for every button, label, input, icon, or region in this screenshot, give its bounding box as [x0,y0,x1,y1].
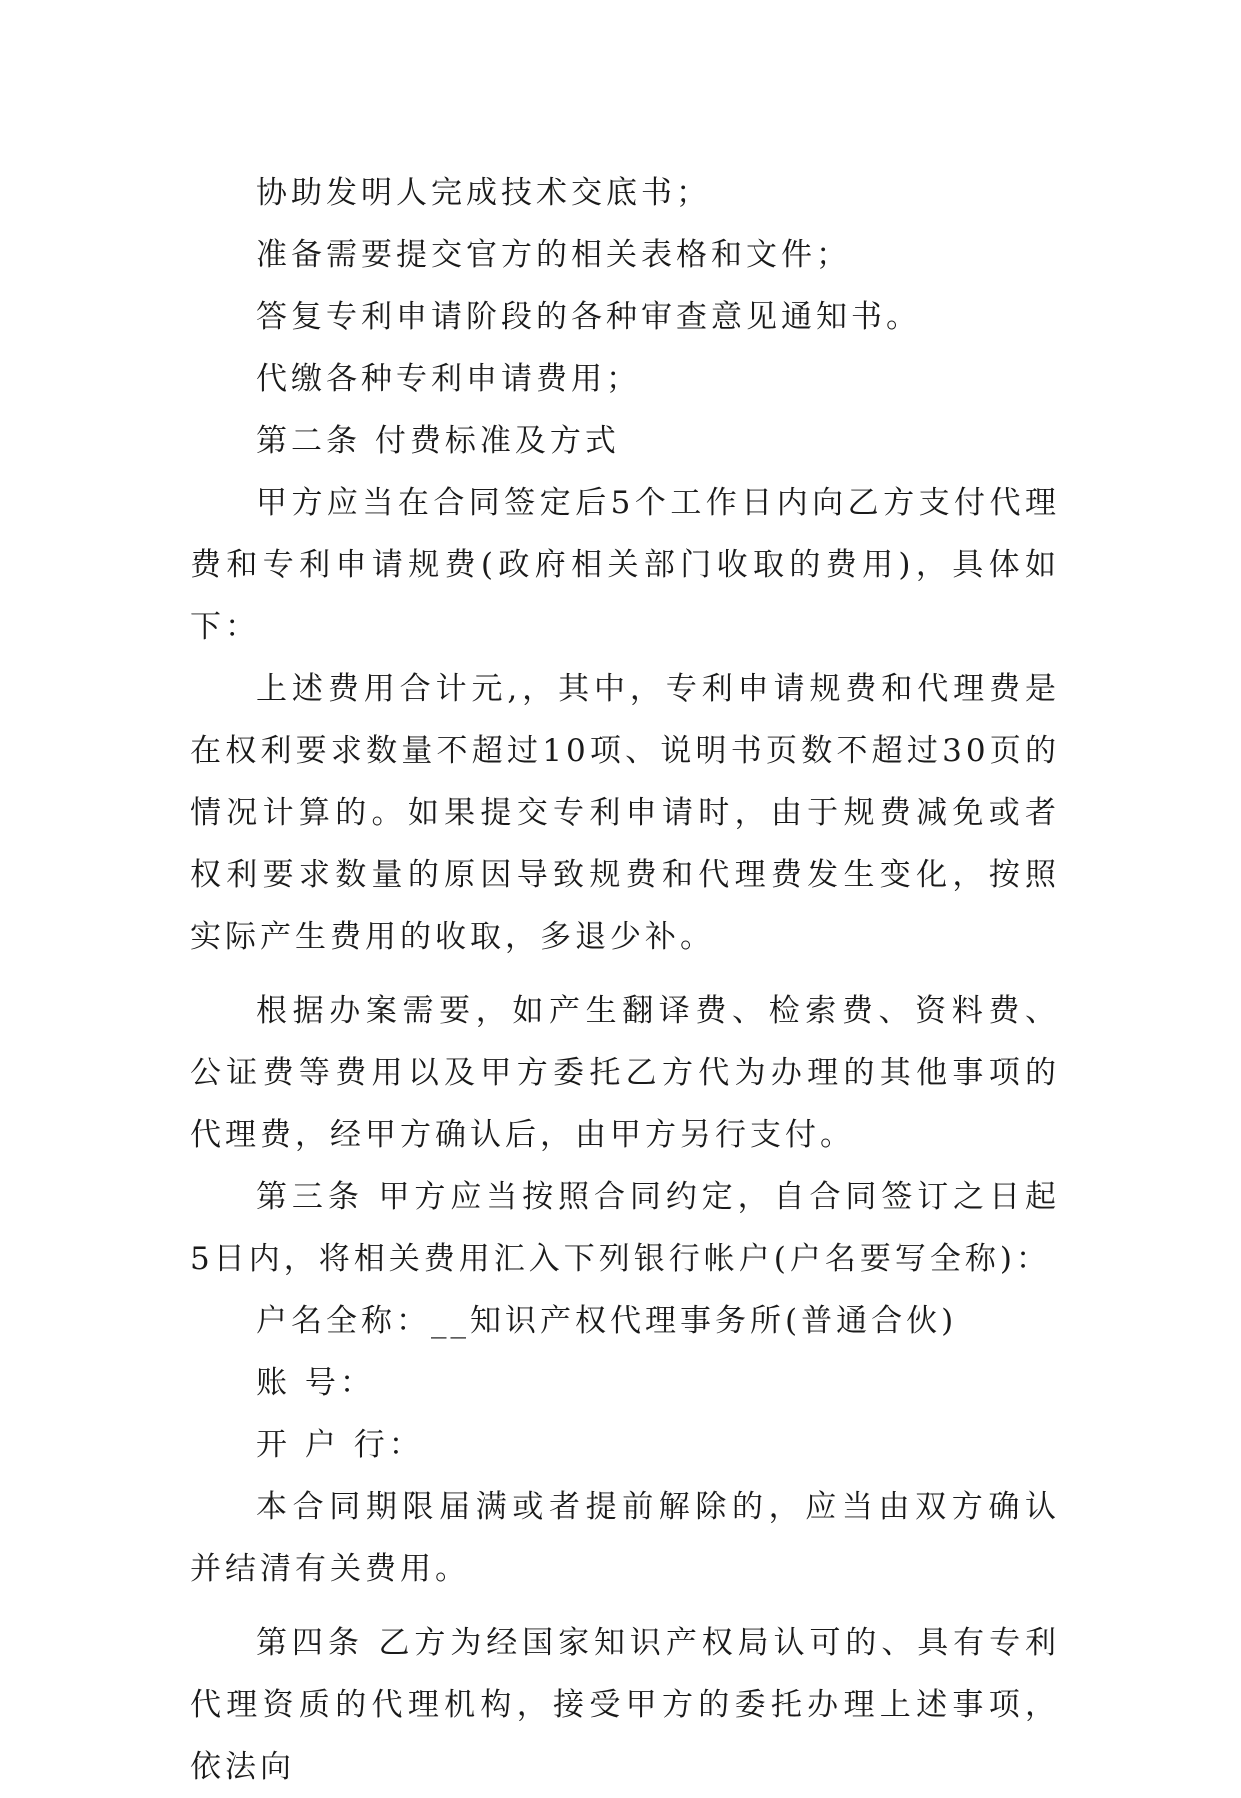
account-number-line: 账 号： [256,1365,375,1401]
paragraph: 准备需要提交官方的相关表格和文件； [256,237,851,273]
paragraph: 根据办案需要，如产生翻译费、检索费、资料费、公证费等费用以及甲方委托乙方代为办理的其他事项的代理费，经甲方确认后，由甲方另行支付。 [190,993,1060,1153]
document-body [190,162,1060,1798]
paragraph: 答复专利申请阶段的各种审查意见通知书。 [256,299,921,335]
bank-line: 开 户 行： [256,1427,424,1463]
paragraph: 代缴各种专利申请费用； [256,361,641,397]
paragraph: 协助发明人完成技术交底书； [256,175,711,211]
paragraph: 甲方应当在合同签定后5个工作日内向乙方支付代理费和专利申请规费(政府相关部门收取的费用)，具体如下： [190,485,1060,645]
account-name-line: 户名全称：__知识产权代理事务所(普通合伙) [256,1303,958,1339]
paragraph: 第四条 乙方为经国家知识产权局认可的、具有专利代理资质的代理机构，接受甲方的委托办理上述事项，依法向 [190,1625,1060,1785]
paragraph: 第三条 甲方应当按照合同约定，自合同签订之日起5日内，将相关费用汇入下列银行帐户(户名要写全称)： [190,1179,1060,1277]
paragraph: 上述费用合计元,，其中，专利申请规费和代理费是在权利要求数量不超过10项、说明书页数不超过30页的情况计算的。如果提交专利申请时，由于规费减免或者权利要求数量的原因导致规费和代理费发生变化，按照实际产生费用的收取，多退少补。 [190,671,1060,955]
paragraph: 本合同期限届满或者提前解除的，应当由双方确认并结清有关费用。 [190,1489,1060,1587]
section-heading: 第二条 付费标准及方式 [256,423,620,459]
